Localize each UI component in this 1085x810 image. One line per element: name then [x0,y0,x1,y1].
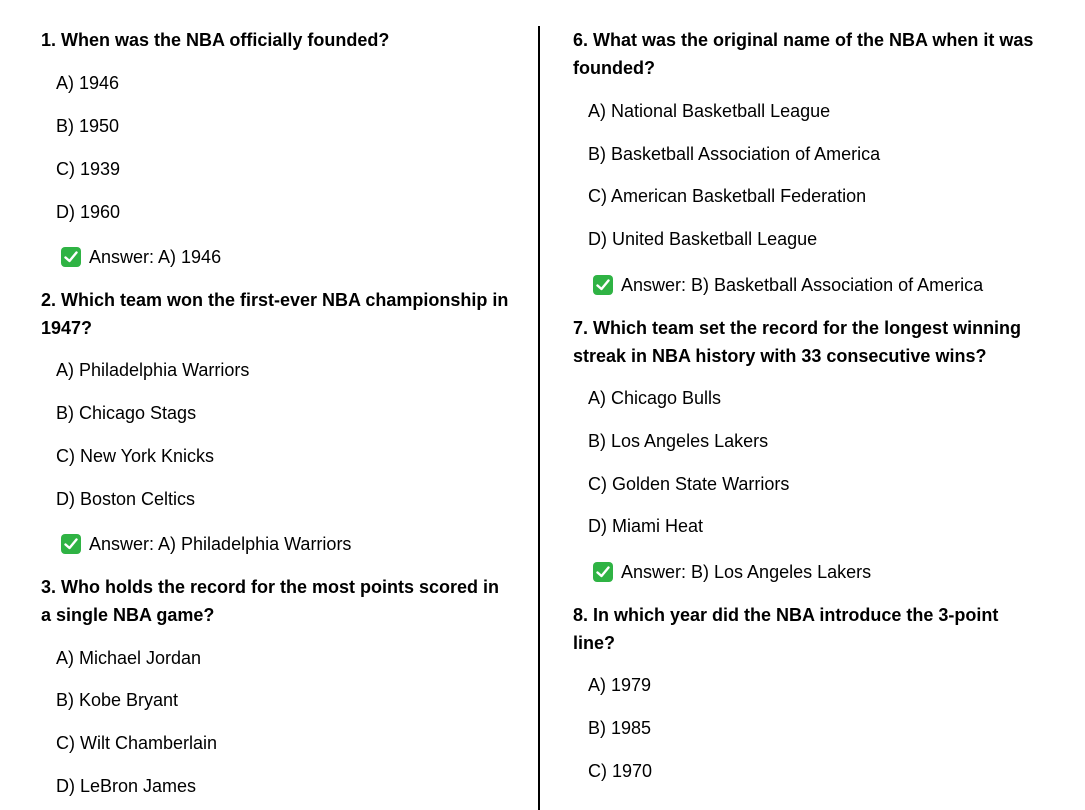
question-2-option-b: B) Chicago Stags [56,403,197,423]
answer-text: Answer: A) Philadelphia Warriors [89,534,352,554]
question-8-option-c: C) 1970 [588,761,653,781]
question-1: 1. When was the NBA officially founded? [41,30,390,50]
question-7: 7. Which team set the record for the longest winning streak in NBA history with 33 consecutive wins? [573,318,1022,366]
question-6: 6. What was the original name of the NBA when it was founded? [573,30,1034,78]
question-2-option-a: A) Philadelphia Warriors [56,360,250,380]
answer-text: Answer: B) Los Angeles Lakers [621,562,872,582]
answer-text: Answer: B) Basketball Association of America [621,275,984,295]
question-6-option-d: D) United Basketball League [588,229,818,249]
question-2-option-d: D) Boston Celtics [56,489,196,509]
question-2-option-c: C) New York Knicks [56,446,215,466]
check-mark-icon [61,247,81,267]
right-column [573,0,1043,810]
question-8-option-a: A) 1979 [588,675,652,695]
question-7-option-b: B) Los Angeles Lakers [588,431,769,451]
question-8-option-b: B) 1985 [588,718,652,738]
question-1-answer [61,246,221,268]
question-1-option-a: A) 1946 [56,73,120,93]
check-mark-icon [593,275,613,295]
question-3: 3. Who holds the record for the most points scored in a single NBA game? [41,577,500,625]
question-6-option-b: B) Basketball Association of America [588,144,881,164]
check-mark-icon [593,562,613,582]
question-1-option-d: D) 1960 [56,202,121,222]
question-2-answer [61,533,351,555]
question-7-answer [593,561,871,583]
question-6-option-a: A) National Basketball League [588,101,831,121]
question-7-option-c: C) Golden State Warriors [588,474,790,494]
question-8: 8. In which year did the NBA introduce the 3-point line? [573,605,999,653]
answer-text: Answer: A) 1946 [89,247,222,267]
question-3-option-c: C) Wilt Chamberlain [56,733,218,753]
question-6-option-c: C) American Basketball Federation [588,186,867,206]
question-7-option-d: D) Miami Heat [588,516,704,536]
column-divider [538,26,540,810]
check-mark-icon [61,534,81,554]
left-column [41,0,511,810]
question-6-answer [593,274,983,296]
question-7-option-a: A) Chicago Bulls [588,388,722,408]
question-2: 2. Which team won the first-ever NBA championship in 1947? [41,290,509,338]
question-3-option-a: A) Michael Jordan [56,648,202,668]
question-1-option-c: C) 1939 [56,159,121,179]
question-3-option-d: D) LeBron James [56,776,197,796]
question-3-option-b: B) Kobe Bryant [56,690,179,710]
question-1-option-b: B) 1950 [56,116,120,136]
